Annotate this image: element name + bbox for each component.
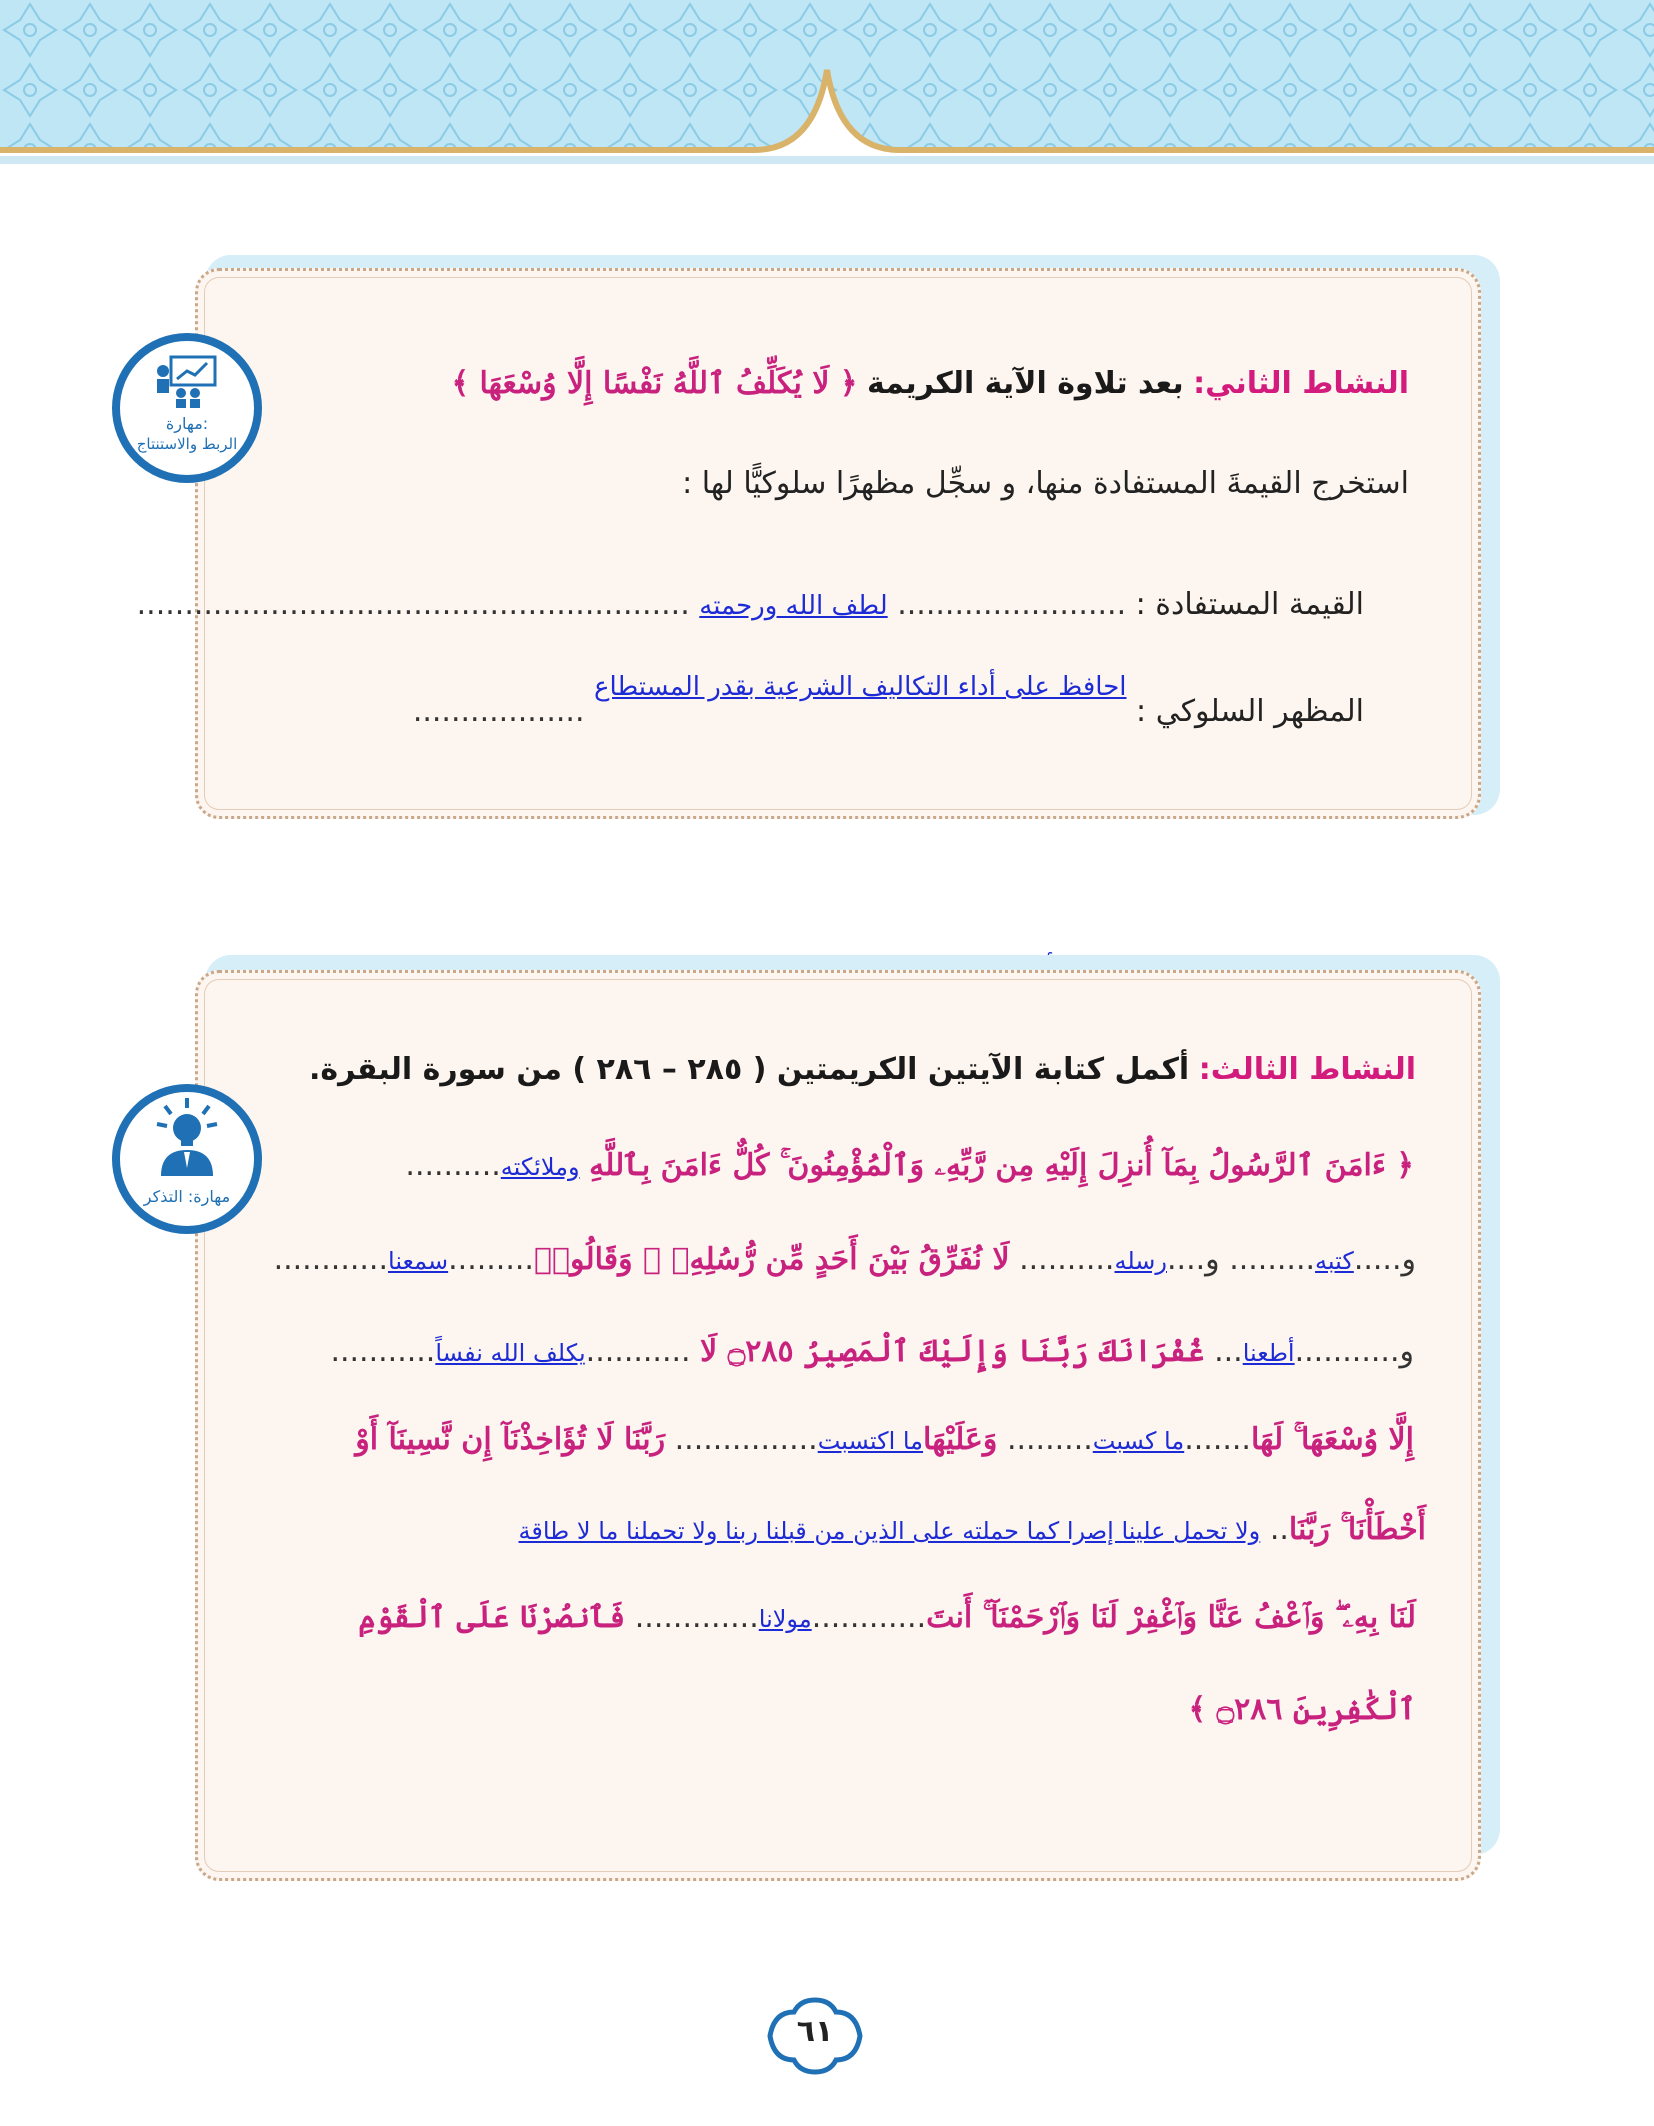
quran-verse: رَبَّنَا لَا تُؤَاخِذْنَآ إِن نَّسِينَآ أَوْ xyxy=(355,1422,666,1457)
dotted-line: .................. xyxy=(412,694,585,729)
verse-line-7 xyxy=(1189,1688,1416,1732)
answer: يكلف الله نفساً xyxy=(435,1339,586,1367)
presentation-icon xyxy=(147,351,227,411)
answer: سمعنا xyxy=(388,1247,449,1275)
answer: أطعنا xyxy=(1242,1339,1295,1367)
value-row xyxy=(137,583,1364,628)
activity-2-panel xyxy=(195,268,1481,819)
word: و xyxy=(1399,1334,1414,1369)
verse-line-2 xyxy=(274,1238,1416,1283)
answer: وملائكته xyxy=(500,1153,580,1181)
dotted-line: ..... xyxy=(1353,1242,1402,1277)
page-number: ٦١ xyxy=(796,2014,834,2049)
skill-badge-remembering xyxy=(112,1084,262,1234)
dotted-line: ......... xyxy=(448,1242,534,1277)
badge-caption: الربط والاستنتاج xyxy=(136,435,238,453)
dotted-line: .......... xyxy=(405,1148,501,1183)
verse-line-6 xyxy=(358,1596,1416,1641)
quran-verse: لَنَا بِهِۦ ۖ وَٱعْفُ عَنَّا وَٱغْفِرْ لَنَا وَٱرْحَمْنَآ ۚ أَنتَ xyxy=(926,1600,1416,1635)
dotted-line: ........................ xyxy=(897,587,1127,622)
activity-title: النشاط الثاني: xyxy=(1193,366,1409,401)
answer: كتبه xyxy=(1315,1247,1354,1275)
verse-line-5 xyxy=(519,1508,1426,1553)
dotted-line: .......... xyxy=(1019,1242,1115,1277)
activity-instruction: أكمل كتابة الآيتين الكريمتين ( ٢٨٥ – ٢٨٦ ) من سورة البقرة. xyxy=(309,1052,1190,1087)
lightbulb-person-icon xyxy=(147,1096,227,1176)
dotted-line: ......... xyxy=(1229,1242,1316,1277)
decorative-header xyxy=(0,0,1654,180)
dotted-line: ............ xyxy=(811,1600,927,1635)
dotted-line: ......... xyxy=(1006,1422,1093,1457)
activity-2-heading xyxy=(452,362,1409,406)
answer: ما كسبت xyxy=(1092,1427,1185,1455)
word: و xyxy=(1401,1242,1416,1277)
behavior-row xyxy=(412,672,1364,735)
dotted-line: .......................................................... xyxy=(136,587,690,622)
behavior-answer: احافظ على أداء التكاليف الشرعية بقدر المستطاع xyxy=(594,672,1127,702)
quran-verse: غُفْرَانَكَ رَبَّنَا وَإِلَيْكَ ٱلْمَصِيرُ ۝٢٨٥ لَا xyxy=(700,1334,1205,1369)
dotted-line: ............. xyxy=(634,1600,759,1635)
dotted-line: .. xyxy=(1269,1512,1289,1547)
quran-verse: إِلَّا وُسْعَهَا ۚ لَهَا xyxy=(1250,1422,1414,1457)
dotted-line: ........... xyxy=(585,1334,691,1369)
quran-verse: وَعَلَيْهَا xyxy=(923,1422,998,1457)
page-number-frame xyxy=(760,1996,870,2076)
quran-verse: ﴿ ءَامَنَ ٱلرَّسُولُ بِمَآ أُنزِلَ إِلَيْهِ مِن رَّبِّهِۦ وَٱلْمُؤْمِنُونَ ۚ كُلٌّ ءَامَنَ بِٱللَّهِ xyxy=(589,1148,1414,1183)
quran-verse: ٱلْكَٰفِرِينَ ۝٢٨٦ ﴾ xyxy=(1188,1692,1416,1727)
dotted-line: ........... xyxy=(330,1334,436,1369)
quran-verse: فَٱنصُرْنَا عَلَى ٱلْقَوْمِ xyxy=(358,1600,626,1635)
verse-line-1 xyxy=(405,1144,1414,1189)
dotted-line: ........... xyxy=(1294,1334,1400,1369)
activity-intro: بعد تلاوة الآية الكريمة xyxy=(867,366,1184,401)
value-answer: لطف الله ورحمته xyxy=(699,591,888,621)
answer: رسله xyxy=(1114,1247,1167,1275)
value-label: القيمة المستفادة : xyxy=(1135,587,1364,622)
answer: ما اكتسبت xyxy=(817,1427,924,1455)
verse-line-4 xyxy=(355,1418,1414,1463)
skill-badge-linking xyxy=(112,333,262,483)
verse-line-3 xyxy=(330,1330,1414,1375)
badge-caption: مهارة: xyxy=(165,414,209,433)
dotted-line: ....... xyxy=(1184,1422,1251,1457)
dotted-line: ............ xyxy=(273,1242,388,1277)
activity-instruction: استخرج القيمةَ المستفادة منها، و سجِّل مظهرًا سلوكيًّا لها : xyxy=(682,466,1409,501)
word: و xyxy=(1205,1242,1220,1277)
dotted-line: ............... xyxy=(674,1422,818,1457)
answer: مولانا xyxy=(758,1605,812,1633)
quran-verse: أَخْطَأْنَا ۚ رَبَّنَا xyxy=(1288,1512,1426,1547)
dotted-line: ... xyxy=(1214,1334,1243,1369)
badge-caption: مهارة: التذكر xyxy=(143,1187,231,1206)
activity-3-heading xyxy=(309,1048,1416,1092)
behavior-label: المظهر السلوكي : xyxy=(1136,694,1364,729)
quran-verse: ﴿ لَا يُكَلِّفُ ٱللَّهُ نَفْسًا إِلَّا وُسْعَهَا ﴾ xyxy=(451,366,858,401)
answer: ولا تحمل علينا إصرا كما حملته على الذين من قبلنا ربنا ولا تحملنا ما لا طاقة xyxy=(518,1517,1261,1545)
activity-title: النشاط الثالث: xyxy=(1198,1052,1416,1087)
dotted-line: .... xyxy=(1167,1242,1206,1277)
quran-verse: لَا نُفَرِّقُ بَيْنَ أَحَدٍ مِّن رُّسُلِهِۦ ۚ وَقَالُوا۟ xyxy=(533,1242,1010,1277)
